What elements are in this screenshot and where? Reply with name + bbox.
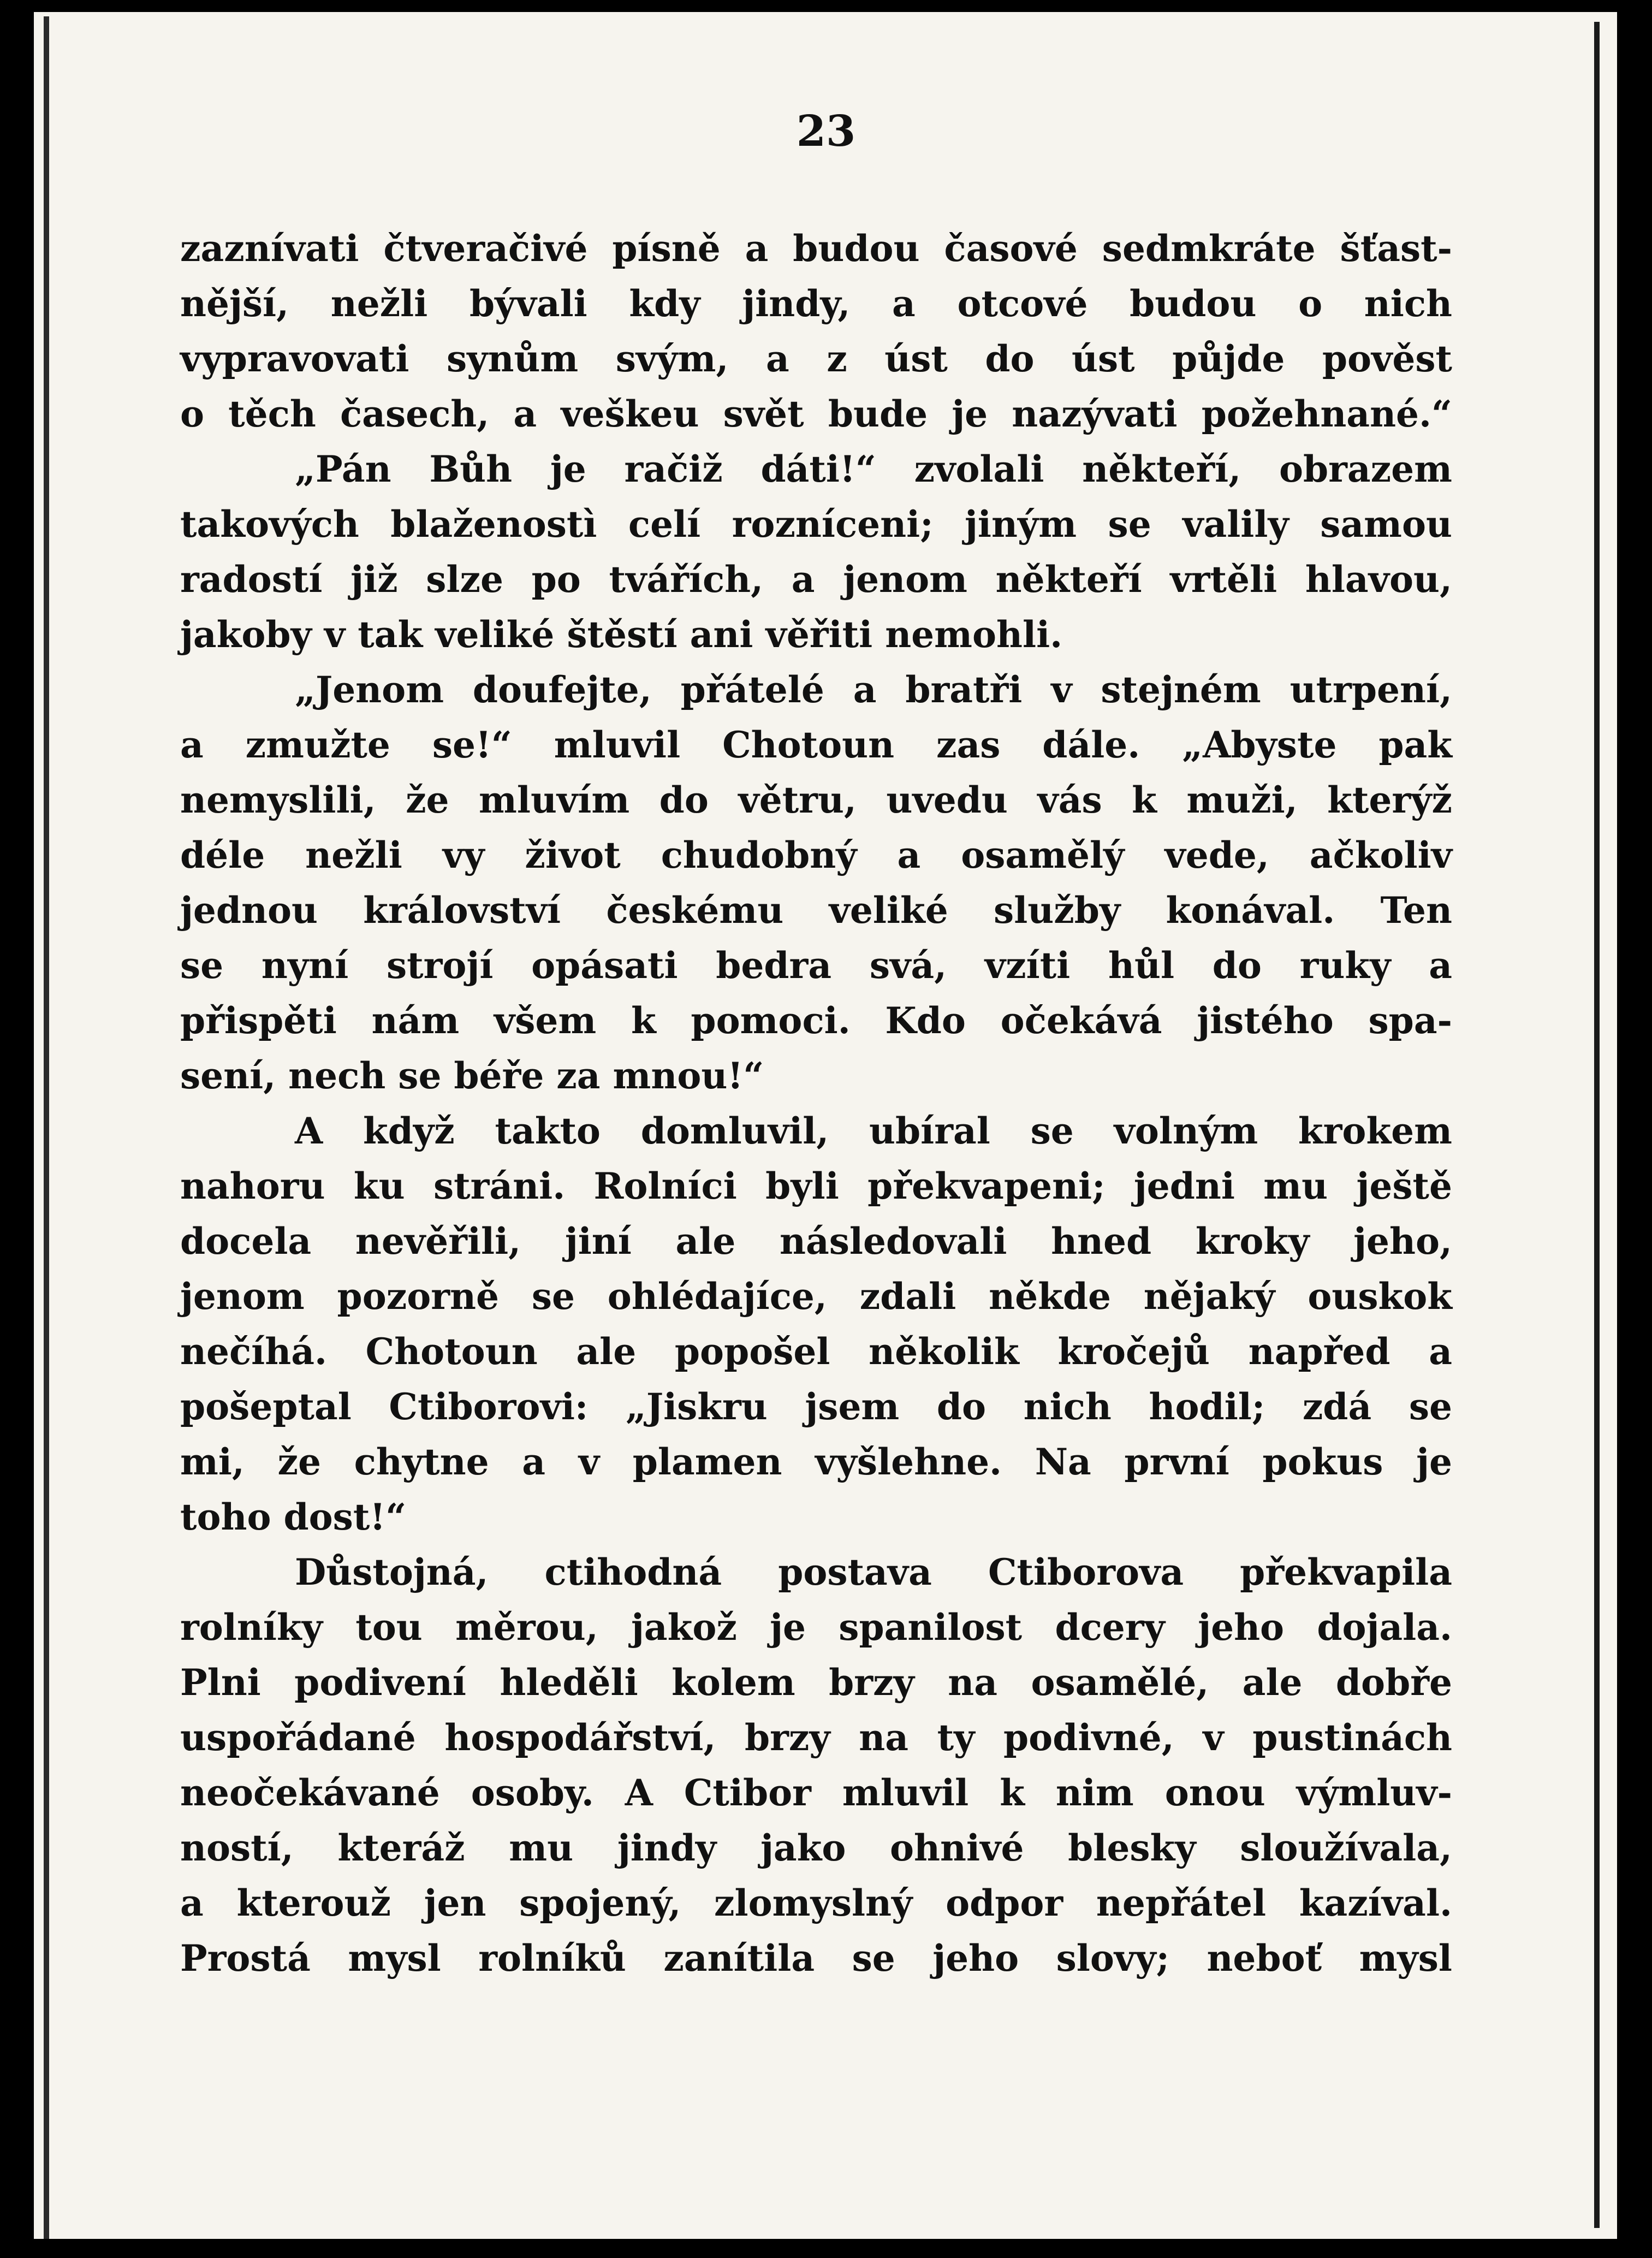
- text-line: nější, nežli bývali kdy jindy, a otcové budou o nich: [180, 282, 1452, 325]
- text-line: a zmužte se!“ mluvil Chotoun zas dále. „Abyste pak: [180, 724, 1452, 766]
- text-line: zaznívati čtveračivé písně a budou časové sedmkráte šťast-: [180, 227, 1452, 270]
- page-gutter-edge: [44, 16, 49, 2239]
- text-line: takových blaženostì celí rozníceni; jiným se valily samou: [180, 503, 1452, 546]
- text-line: radostí již slze po tvářích, a jenom někteří vrtěli hlavou,: [180, 558, 1452, 601]
- text-line: toho dost!“: [180, 1496, 407, 1538]
- text-line: přispěti nám všem k pomoci. Kdo očekává jistého spa-: [180, 999, 1452, 1042]
- text-line: ností, kteráž mu jindy jako ohnivé blesky sloužívala,: [180, 1827, 1452, 1869]
- text-line: jednou království českému veliké služby konával. Ten: [180, 889, 1452, 932]
- body-text: [180, 221, 1452, 1986]
- text-line: se nyní strojí opásati bedra svá, vzíti hůl do ruky a: [180, 944, 1452, 987]
- text-line: déle nežli vy život chudobný a osamělý vede, ačkoliv: [180, 834, 1452, 876]
- page-number: 23: [796, 106, 856, 156]
- text-line: rolníky tou měrou, jakož je spanilost dcery jeho dojala.: [180, 1606, 1452, 1649]
- text-line: pošeptal Ctiborovi: „Jiskru jsem do nich hodil; zdá se: [180, 1385, 1452, 1428]
- text-line: docela nevěřili, jiní ale následovali hned kroky jeho,: [180, 1220, 1452, 1263]
- text-line: sení, nech se béře za mnou!“: [180, 1054, 764, 1097]
- text-line: A když takto domluvil, ubíral se volným krokem: [295, 1110, 1452, 1152]
- text-line: „Jenom doufejte, přátelé a bratři v stejném utrpení,: [295, 668, 1452, 711]
- text-line: nahoru ku stráni. Rolníci byli překvapeni; jedni mu ještě: [180, 1165, 1452, 1207]
- text-line: o těch časech, a veškeu svět bude je nazývati požehnané.“: [180, 393, 1452, 435]
- text-line: nečíhá. Chotoun ale popošel několik kročejů napřed a: [180, 1330, 1452, 1373]
- text-line: uspořádané hospodářství, brzy na ty podivné, v pustinách: [180, 1716, 1452, 1759]
- text-line: Plni podivení hleděli kolem brzy na osamělé, ale dobře: [180, 1661, 1452, 1704]
- text-line: neočekávané osoby. A Ctibor mluvil k nim onou výmluv-: [180, 1771, 1452, 1814]
- text-line: a kterouž jen spojený, zlomyslný odpor nepřátel kazíval.: [180, 1882, 1452, 1924]
- text-line: Důstojná, ctihodná postava Ctiborova překvapila: [295, 1551, 1452, 1593]
- text-line: „Pán Bůh je račiž dáti!“ zvolali někteří, obrazem: [295, 448, 1452, 490]
- text-line: jenom pozorně se ohlédajíce, zdali někde nějaký ouskok: [180, 1275, 1452, 1318]
- text-line: vypravovati synům svým, a z úst do úst půjde pověst: [180, 337, 1452, 380]
- text-line: mi, že chytne a v plamen vyšlehne. Na první pokus je: [180, 1441, 1452, 1483]
- text-line: nemyslili, že mluvím do větru, uvedu vás k muži, kterýž: [180, 779, 1452, 821]
- text-line: jakoby v tak veliké štěstí ani věřiti nemohli.: [180, 613, 1063, 656]
- page-right-edge: [1594, 22, 1600, 2228]
- text-line: Prostá mysl rolníků zanítila se jeho slovy; neboť mysl: [180, 1937, 1452, 1980]
